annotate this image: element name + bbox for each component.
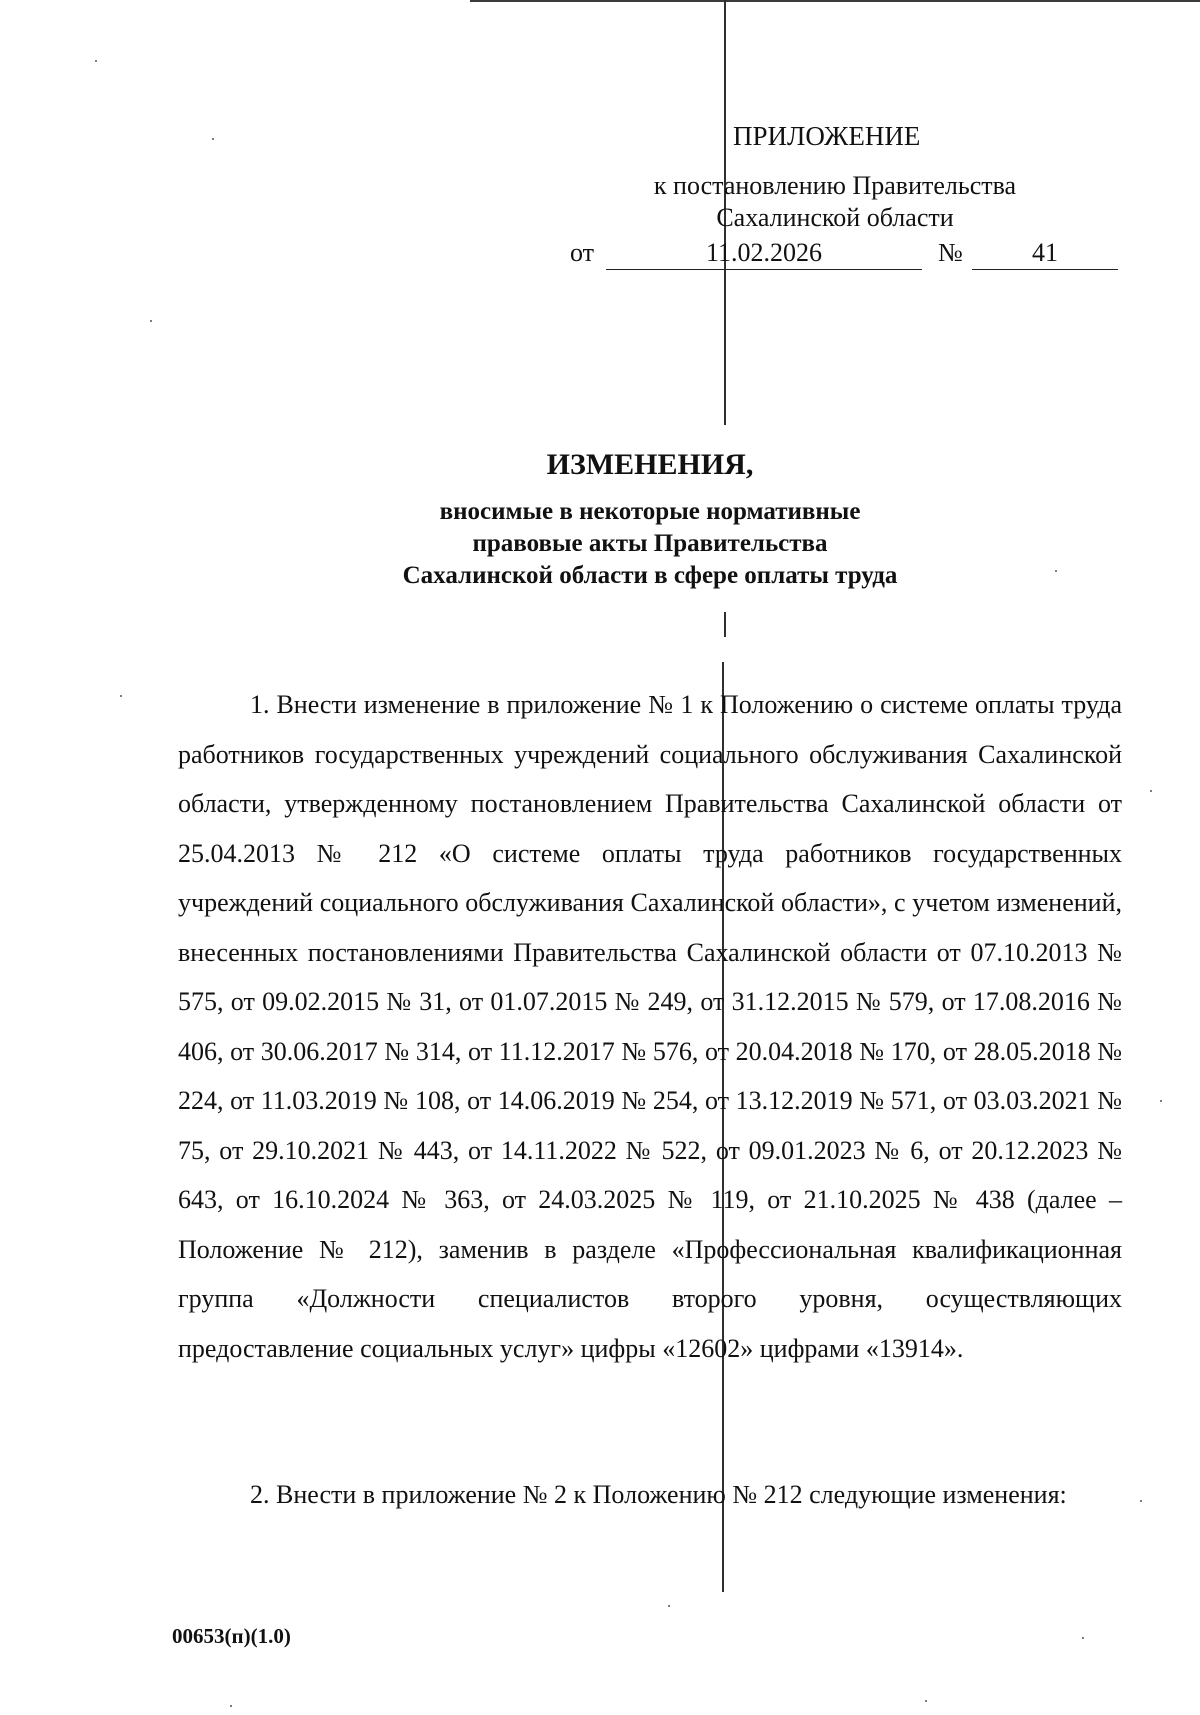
number-label: №: [938, 238, 963, 267]
resolution-date: 11.02.2026: [606, 237, 922, 270]
scan-speck: [1140, 1500, 1142, 1502]
scan-speck: [120, 695, 122, 697]
scan-top-rule: [470, 0, 1200, 2]
scan-speck: [230, 1705, 232, 1707]
scan-speck: [212, 138, 214, 140]
document-code: 00653(п)(1.0): [172, 1624, 291, 1648]
resolution-number: 41: [972, 237, 1118, 270]
appendix-region-line: Сахалинской области: [716, 203, 954, 232]
scan-speck: [1160, 1100, 1162, 1102]
scan-speck: [1150, 790, 1152, 792]
scan-speck: [95, 60, 97, 62]
scan-speck: [150, 320, 152, 322]
scan-speck: [668, 1605, 670, 1607]
scan-speck: [1082, 1637, 1084, 1639]
paragraph-2: 2. Внести в приложение № 2 к Положению № 212 следующие изменения:: [250, 1480, 1067, 1509]
appendix-resolution-line: к постановлению Правительства: [653, 171, 1017, 200]
scan-speck: [925, 1700, 927, 1702]
paragraph-1: 1. Внести изменение в приложение № 1 к Положению о системе оплаты труда работников государственных учреждений социального обслуживания Сахалинской области, утвержденному постановлением Правительства Сахалинской области от 25.04.2013 № 212 «О системе оплаты труда работников государственных учреждений социального обслуживания Сахалинской области», с учетом изменений, внесенных постановлениями Правительства Сахалинской области от 07.10.2013 № 575, от 09.02.2015 № 31, от 01.07.2015 № 249, от 31.12.2015 № 579, от 17.08.2016 № 406, от 30.06.2017 № 314, от 11.12.2017 № 576, от 20.04.2018 № 170, от 28.05.2018 № 224, от 11.03.2019 № 108, от 14.06.2019 № 254, от 13.12.2019 № 571, от 03.03.2021 № 75, от 29.10.2021 № 443, от 14.11.2022 № 522, от 09.01.2023 № 6, от 20.12.2023 № 643, от 16.10.2024 № 363, от 24.03.2025 № 119, от 21.10.2025 № 438 (далее – Положение № 212), заменив в разделе «Профессиональная квалификационная группа «Должности специалистов второго уровня, осуществляющих предоставление социальных услуг» цифры «12602» цифрами «13914».: [178, 690, 1122, 1363]
document-subheading-line: Сахалинской области в сфере оплаты труда: [402, 562, 898, 589]
appendix-title: ПРИЛОЖЕНИЕ: [733, 121, 921, 151]
scan-fold-line: [724, 612, 726, 637]
document-subheading-line: вносимые в некоторые нормативные: [439, 498, 861, 525]
resolution-date-row: [570, 237, 1120, 269]
document-subheading-line: правовые акты Правительства: [472, 530, 828, 557]
document-heading: ИЗМЕНЕНИЯ,: [546, 448, 754, 481]
date-label: от: [570, 238, 595, 267]
